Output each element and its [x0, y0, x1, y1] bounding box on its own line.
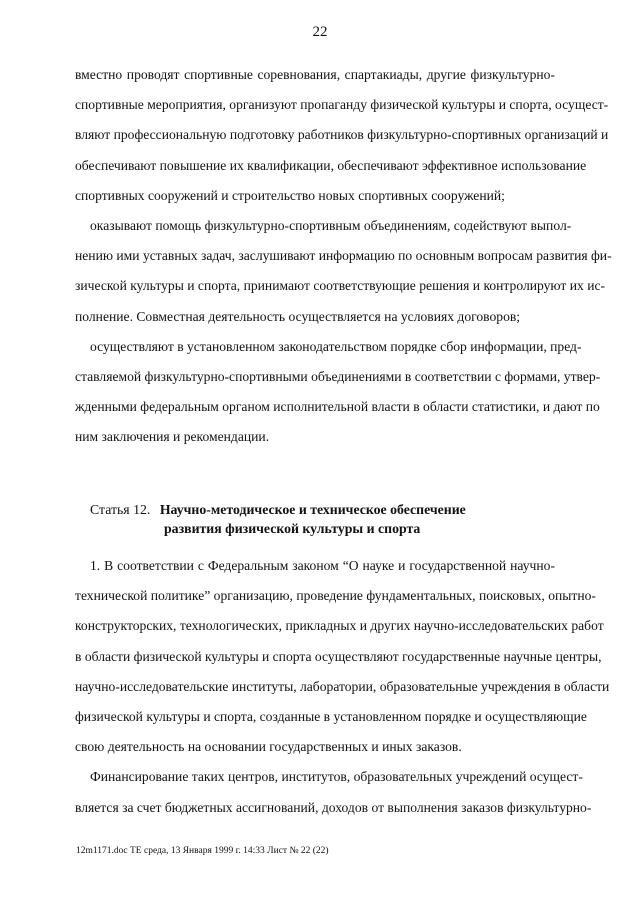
- text-line: физической культуры и спорта, созданные в установленном порядке и осуществляющие: [75, 709, 587, 725]
- text-line: спортивные мероприятия, организуют пропаганду физической культуры и спорта, осущест-: [75, 97, 609, 113]
- document-footer: 12m1171.doc ТЕ среда, 13 Января 1999 г. 14:33 Лист № 22 (22): [76, 846, 329, 856]
- text-line: обеспечивают повышение их квалификации, обеспечивают эффективное использование: [75, 157, 587, 173]
- text-block-top: [75, 60, 612, 453]
- text-line: жденными федеральным органом исполнительной власти в области статистики, и дают по: [75, 399, 600, 415]
- text-line: свою деятельность на основании государственных и иных заказов.: [75, 739, 462, 755]
- text-line: полнение. Совместная деятельность осуществляется на условиях договоров;: [75, 308, 521, 324]
- text-block-article: [75, 551, 610, 823]
- article-heading: [90, 500, 560, 538]
- text-line: оказывают помощь физкультурно-спортивным объединениям, содействуют выпол-: [90, 218, 572, 234]
- text-line: зической культуры и спорта, принимают соответствующие решения и контролируют их ис-: [75, 278, 606, 294]
- text-line: вляется за счет бюджетных ассигнований, доходов от выполнения заказов физкультурно-: [75, 799, 592, 815]
- text-line: в области физической культуры и спорта осуществляют государственные научные центры,: [75, 648, 602, 664]
- text-line: нению ими уставных задач, заслушивают информацию по основным вопросам развития фи-: [75, 248, 612, 264]
- text-line: вляют профессиональную подготовку работников физкультурно-спортивных организаций и: [75, 127, 609, 143]
- text-line: ним заключения и рекомендации.: [75, 429, 270, 445]
- article-title-line1: Научно-методическое и техническое обеспечение: [159, 502, 466, 517]
- article-title-line2: развития физической культуры и спорта: [164, 521, 421, 536]
- article-number: Статья 12.: [90, 502, 151, 517]
- text-line: конструкторских, технологических, прикладных и других научно-исследовательских работ: [75, 618, 604, 634]
- text-line: Финансирование таких центров, институтов, образовательных учреждений осущест-: [90, 769, 583, 785]
- text-line: технической политике” организацию, проведение фундаментальных, поисковых, опытно-: [75, 588, 596, 604]
- article-heading-line1: [90, 500, 560, 519]
- text-line: осуществляют в установленном законодательством порядке сбор информации, пред-: [90, 338, 582, 354]
- text-line: вместно проводят спортивные соревнования, спартакиады, другие физкультурно-: [75, 67, 555, 82]
- page-number: 22: [312, 24, 328, 40]
- text-line: спортивных сооружений и строительство новых спортивных сооружений;: [75, 187, 505, 203]
- text-line: 1. В соответствии с Федеральным законом “О науке и государственной научно-: [90, 558, 555, 573]
- text-line: ставляемой физкультурно-спортивными объединениями в соответствии с формами, утвер-: [75, 369, 601, 385]
- text-line: научно-исследовательские институты, лаборатории, образовательные учреждения в области: [75, 678, 610, 694]
